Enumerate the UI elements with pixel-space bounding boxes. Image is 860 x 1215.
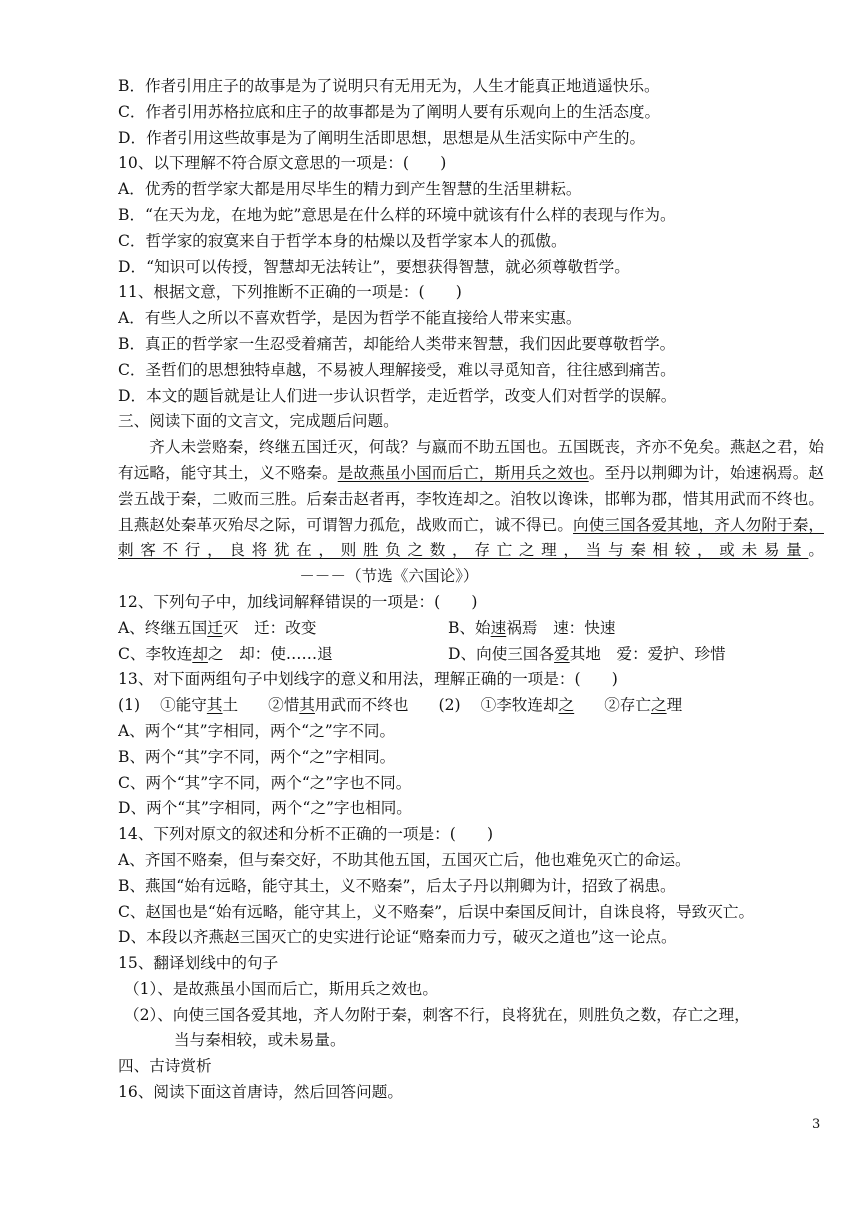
option-b-q11: B．真正的哲学家一生忍受着痛苦，却能给人类带来智慧，我们因此要尊敬哲学。 bbox=[118, 334, 676, 353]
page-content bbox=[118, 74, 824, 1106]
passage-text-1: 齐人未尝赂秦，终继五国迁灭，何哉？与嬴而不助五国也。五国既丧，齐亦不免矣。燕赵之君，始有远略，能守其土，义不赂秦。 bbox=[118, 438, 824, 482]
option-a-q14: A、齐国不赂秦，但与秦交好，不助其他五国，五国灭亡后，他也难免灭亡的命运。 bbox=[118, 850, 691, 869]
option-c-q10: C．哲学家的寂寞来自于哲学本身的枯燥以及哲学家本人的孤傲。 bbox=[118, 231, 567, 250]
question-14: 14、下列对原文的叙述和分析不正确的一项是：( ) bbox=[118, 825, 494, 844]
option-d-q9: D．作者引用这些故事是为了阐明生活即思想，思想是从生活实际中产生的。 bbox=[118, 128, 646, 147]
question-15: 15、翻译划线中的句子 bbox=[118, 954, 279, 973]
underlined-word: 其 bbox=[206, 696, 223, 715]
question-10: 10、以下理解不符合原文意思的一项是：( ) bbox=[118, 154, 447, 173]
page-number: 3 bbox=[812, 1117, 821, 1132]
option-b-q13: B、两个“其”字不同，两个“之”字相同。 bbox=[118, 747, 396, 766]
q12-options-row-1 bbox=[118, 616, 824, 642]
option-a-q10: A．优秀的哲学家大都是用尽毕生的精力到产生智慧的生活里耕耘。 bbox=[118, 180, 582, 199]
underlined-word: 速 bbox=[490, 618, 507, 637]
translate-item-2: （2）、向使三国各爱其地，齐人勿附于秦，刺客不行，良将犹在，则胜负之数，存亡之理， bbox=[124, 1005, 750, 1024]
question-11: 11、根据文意，下列推断不正确的一项是：( ) bbox=[118, 283, 462, 302]
section-3-heading: 三、阅读下面的文言文，完成题后问题。 bbox=[118, 412, 399, 431]
section-4-heading: 四、古诗赏析 bbox=[118, 1057, 212, 1076]
option-d-q10: D．“知识可以传授，智慧却无法转让”，要想获得智慧，就必须尊敬哲学。 bbox=[118, 257, 630, 276]
underlined-word: 迁 bbox=[207, 618, 223, 637]
underlined-word: 却 bbox=[192, 644, 208, 663]
option-a-q11: A．有些人之所以不喜欢哲学，是因为哲学不能直接给人带来实惠。 bbox=[118, 309, 582, 328]
q12-options-row-2 bbox=[118, 642, 824, 668]
option-d-q14: D、本段以齐燕赵三国灭亡的史实进行论证“赂秦而力亏，破灭之道也”这一论点。 bbox=[118, 928, 677, 947]
option-b-q10: B．“在天为龙，在地为蛇”意思是在什么样的环境中就该有什么样的表现与作为。 bbox=[118, 205, 676, 224]
option-b-q12: B、始速祸焉 速：快速 bbox=[448, 618, 616, 637]
passage-text-3: 。 bbox=[808, 541, 824, 560]
underlined-word: 之 bbox=[650, 696, 667, 715]
passage-underlined-2: 向使三国各爱其地，齐人勿附于秦，刺客不行，良将犹在，则胜负之数，存亡之理，当与秦相较，或未易量 bbox=[118, 515, 824, 560]
option-d-q12: D、向使三国各爱其地 爱：爱护、珍惜 bbox=[448, 644, 726, 663]
classical-passage bbox=[118, 435, 824, 590]
question-12: 12、下列句子中，加线词解释错误的一项是：( ) bbox=[118, 592, 478, 611]
option-c-q13: C、两个“其”字不同，两个“之”字也不同。 bbox=[118, 773, 412, 792]
option-d-q11: D．本文的题旨就是让人们进一步认识哲学，走近哲学，改变人们对哲学的误解。 bbox=[118, 386, 677, 405]
underlined-word: 之 bbox=[558, 696, 575, 715]
question-16: 16、阅读下面这首唐诗，然后回答问题。 bbox=[118, 1083, 403, 1102]
option-c-q12: C、李牧连却之 却：使……退 bbox=[118, 644, 333, 663]
q13-sentence-groups: (1) ①能守其土 ②惜其用武而不终也 (2) ①李牧连却之 ②存亡之理 bbox=[118, 696, 683, 715]
underlined-word: 爱 bbox=[554, 644, 570, 663]
option-c-q11: C．圣哲们的思想独特卓越，不易被人理解接受，难以寻觅知音，往往感到痛苦。 bbox=[118, 360, 676, 379]
option-c-q14: C、赵国也是“始有远略，能守其上，义不赂秦”，后误中秦国反间计，自诛良将，导致灭亡。 bbox=[118, 902, 755, 921]
option-d-q13: D、两个“其”字相同，两个“之”字也相同。 bbox=[118, 799, 412, 818]
option-a-q13: A、两个“其”字相同，两个“之”字不同。 bbox=[118, 721, 396, 740]
option-b-q14: B、燕国“始有远略，能守其土，义不赂秦”，后太子丹以荆卿为计，招致了祸患。 bbox=[118, 876, 676, 895]
option-c-q9: C．作者引用苏格拉底和庄子的故事都是为了阐明人要有乐观向上的生活态度。 bbox=[118, 102, 661, 121]
underlined-word: 其 bbox=[299, 696, 315, 715]
passage-text-2: 。至丹以荆卿为计，始速祸焉。赵尝五战于秦，二败而三胜。后秦击赵者再，李牧连却之。洎牧以谗诛，邯郸为郡，惜其用武而不终也。且燕赵处秦革灭殆尽之际，可谓智力孤危，战败而亡，诚不得已。 bbox=[118, 463, 824, 534]
option-a-q12: A、终继五国迁灭 迁：改变 bbox=[118, 618, 317, 637]
passage-source: －－－（节选《六国论》） bbox=[299, 567, 479, 586]
translate-item-1: （1）、是故燕虽小国而后亡，斯用兵之效也。 bbox=[124, 979, 438, 998]
translate-item-2-cont: 当与秦相较，或未易量。 bbox=[174, 1031, 346, 1050]
question-13: 13、对下面两组句子中划线字的意义和用法，理解正确的一项是：( ) bbox=[118, 670, 618, 689]
passage-underlined-1: 是故燕虽小国而后亡，斯用兵之效也 bbox=[337, 463, 589, 482]
option-b-q9: B．作者引用庄子的故事是为了说明只有无用无为，人生才能真正地逍遥快乐。 bbox=[118, 77, 660, 95]
